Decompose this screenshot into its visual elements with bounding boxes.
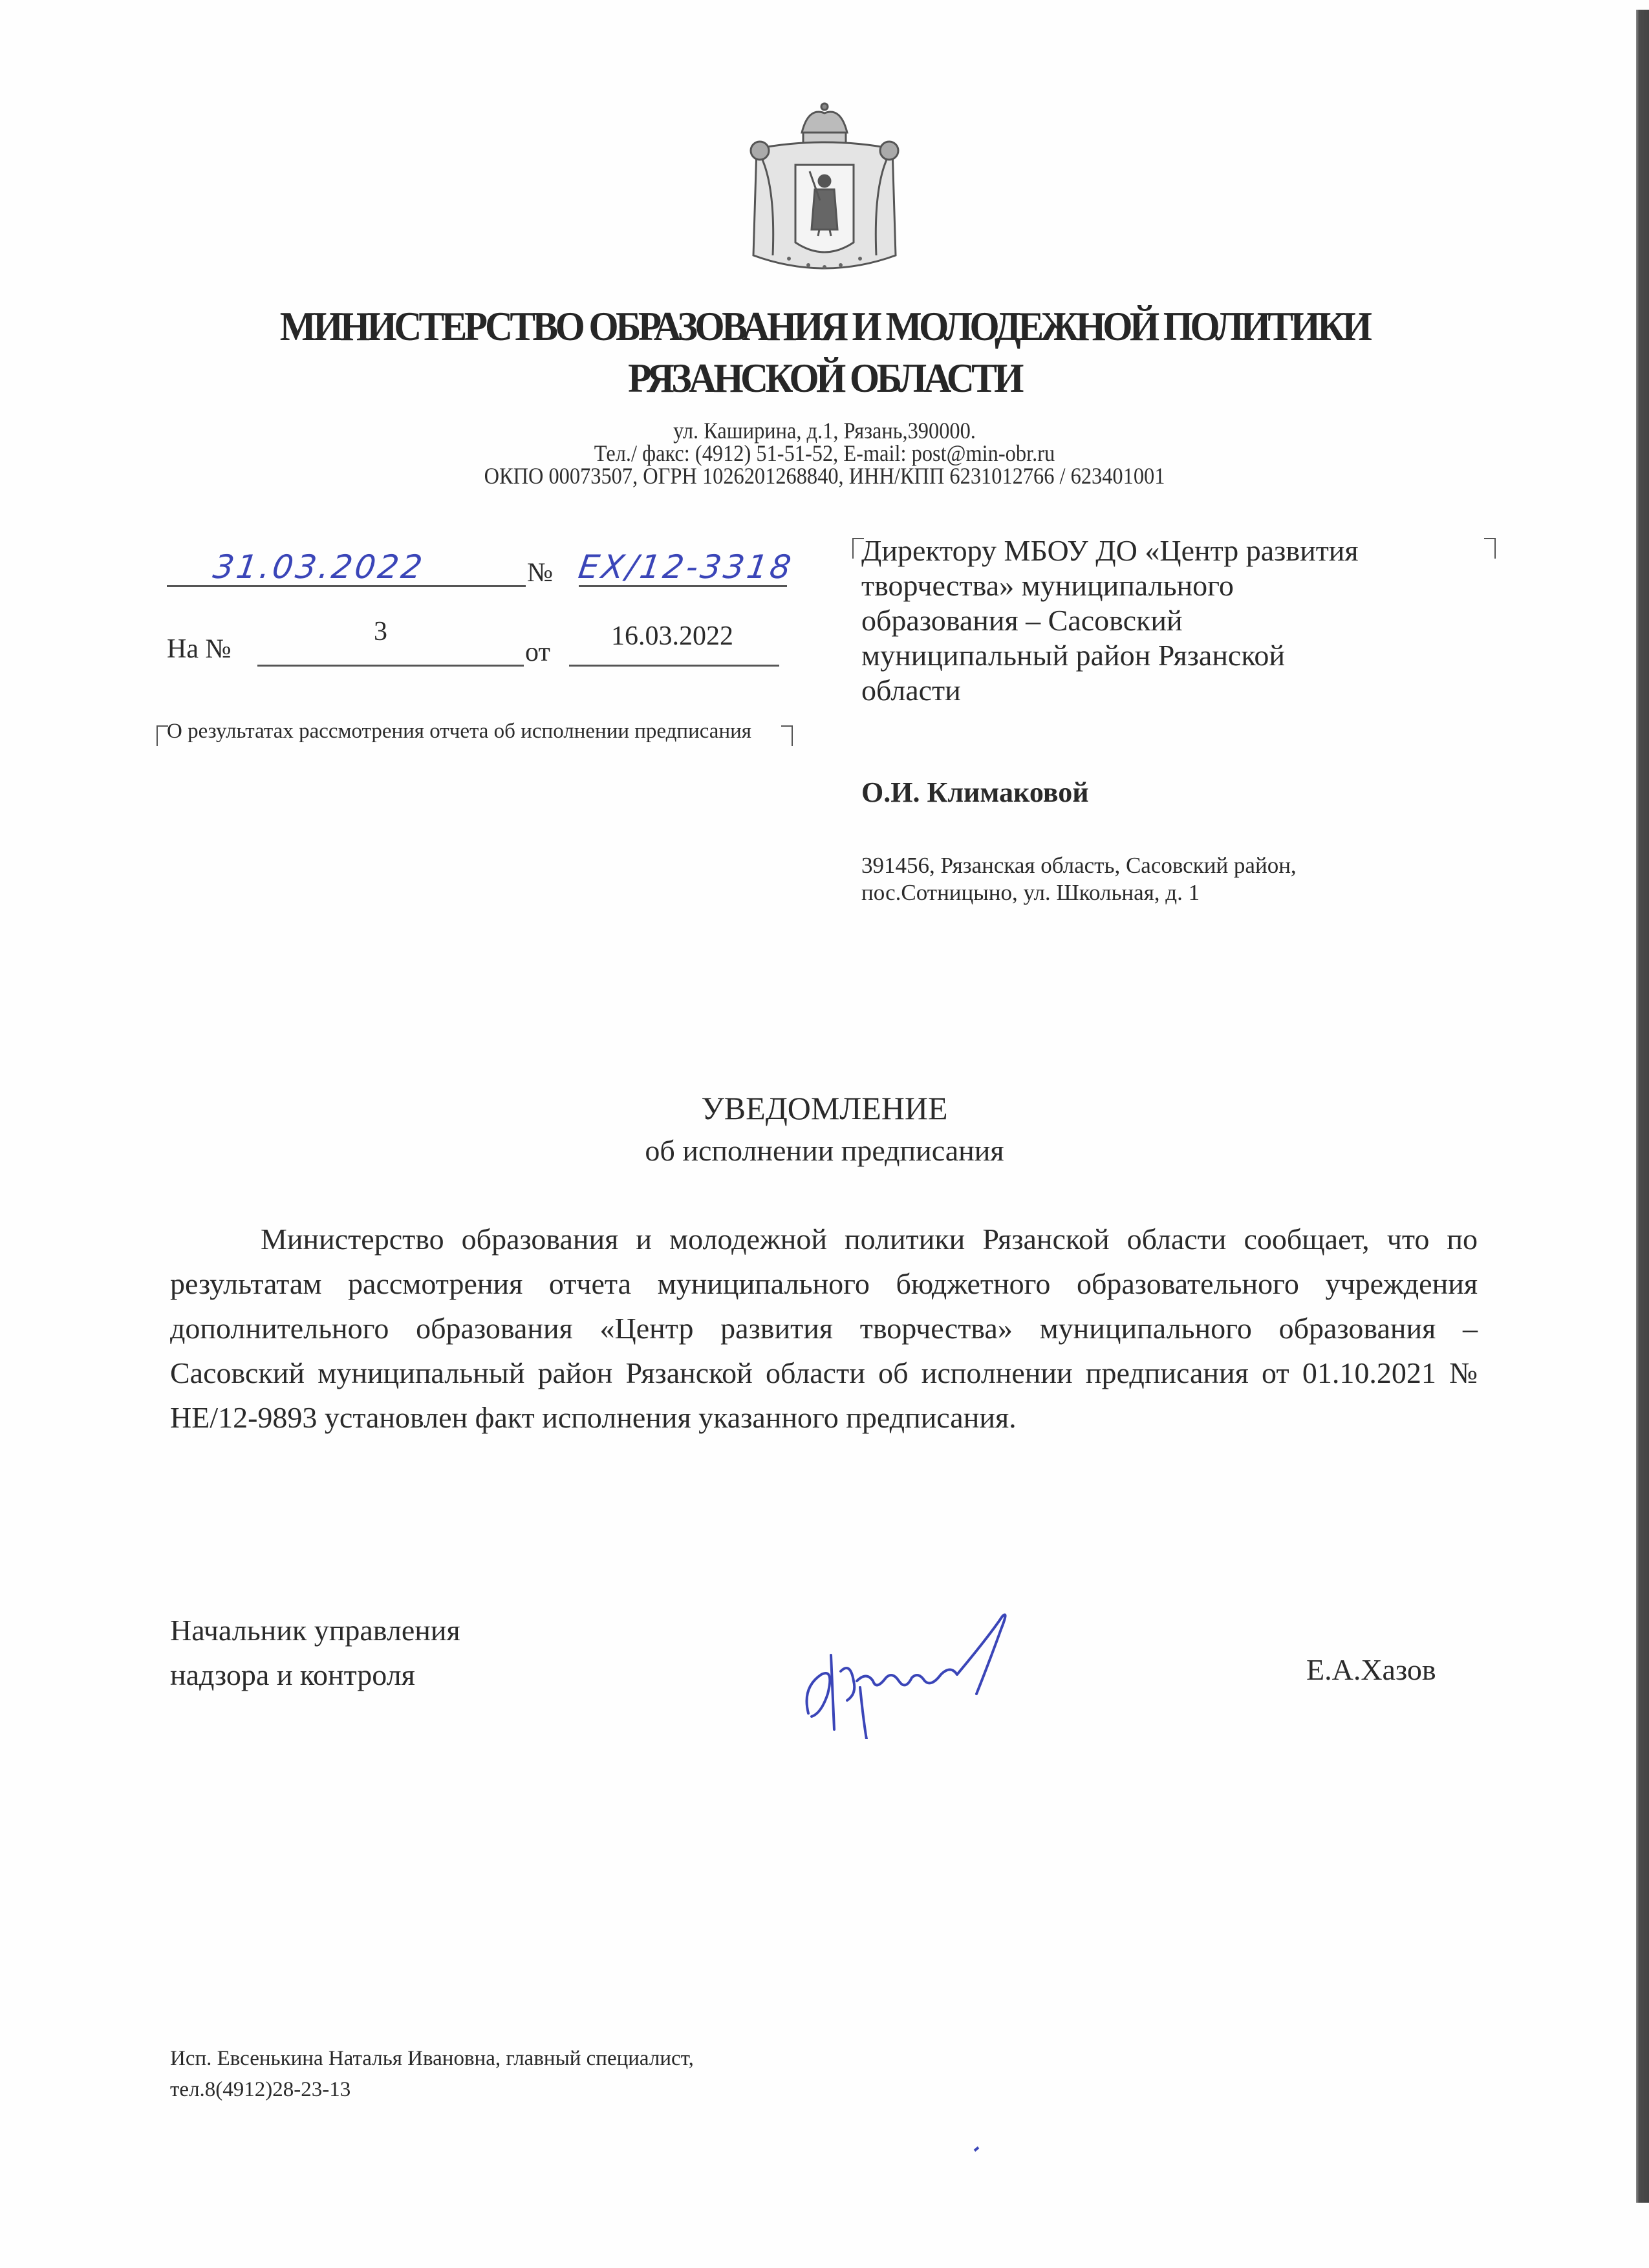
- addressee-line: муниципальный район Рязанской: [861, 639, 1285, 672]
- handwritten-signature-icon: [795, 1610, 1041, 1739]
- signer-position-line2: надзора и контроля: [170, 1658, 415, 1691]
- outgoing-number-handwritten: ЕХ/12-3318: [576, 548, 796, 586]
- addressee-line: области: [861, 674, 961, 707]
- notice-subtitle: об исполнении предписания: [645, 1134, 1004, 1167]
- addressee-postal-line2: пос.Сотницыно, ул. Школьная, д. 1: [861, 880, 1200, 905]
- outgoing-date-line: [167, 585, 526, 587]
- ministry-registry-codes: ОКПО 00073507, ОГРН 1026201268840, ИНН/КПП 6231012766 / 623401001: [484, 463, 1165, 489]
- notice-body: Министерство образования и молодежной политики Рязанской области сообщает, что по результатам рассмотрения отчета муниципального бюджетного образовательного учреждения дополнительного образования «Центр развития творчества» муниципального образования – Сасовский муниципальный район Рязанской области об исполнении предписания от 01.10.2021 № НЕ/12-9893 установлен факт исполнения указанного предписания.: [170, 1223, 1478, 1434]
- signer-name: Е.А.Хазов: [1306, 1653, 1436, 1686]
- signer-position: [170, 1608, 460, 1697]
- outgoing-date-handwritten: 31.03.2022: [210, 548, 427, 586]
- addressee-line: Директору МБОУ ДО «Центр развития: [861, 534, 1359, 567]
- number-sign: №: [527, 558, 554, 588]
- outgoing-number-line: [579, 585, 787, 587]
- ministry-name-line2: РЯЗАНСКОЙ ОБЛАСТИ: [628, 355, 1021, 401]
- reply-to-date-line: [569, 665, 779, 667]
- reply-to-number: 3: [374, 617, 387, 647]
- ministry-phone-email: Тел./ факс: (4912) 51-51-52, E-mail: post@min-obr.ru: [594, 440, 1055, 466]
- executor-phone: тел.8(4912)28-23-13: [170, 2078, 351, 2101]
- coat-of-arms-icon: [737, 87, 912, 288]
- ministry-name-line1: МИНИСТЕРСТВО ОБРАЗОВАНИЯ И МОЛОДЕЖНОЙ ПОЛИТИКИ: [279, 303, 1370, 349]
- addressee-block: [861, 533, 1495, 708]
- notice-title: УВЕДОМЛЕНИЕ: [701, 1090, 948, 1126]
- letter-subject: О результатах рассмотрения отчета об исполнении предписания: [167, 720, 751, 743]
- ink-speck: [974, 2146, 980, 2152]
- reply-to-label: На №: [167, 634, 232, 664]
- reply-to-date: 16.03.2022: [611, 621, 733, 651]
- addressee-postal-address: [861, 852, 1297, 906]
- from-label: от: [525, 637, 550, 667]
- reply-to-number-line: [257, 665, 524, 667]
- subject-bracket-right: [781, 725, 793, 746]
- executor-info: [170, 2043, 694, 2105]
- addressee-name: О.И. Климаковой: [861, 776, 1089, 808]
- addressee-line: образования – Сасовский: [861, 604, 1183, 637]
- addressee-postal-line1: 391456, Рязанская область, Сасовский район,: [861, 853, 1297, 878]
- addressee-line: творчества» муниципального: [861, 569, 1234, 602]
- executor-name: Исп. Евсенькина Наталья Ивановна, главный специалист,: [170, 2047, 694, 2070]
- ministry-contacts: [83, 419, 1567, 487]
- ministry-address: ул. Каширина, д.1, Рязань,390000.: [673, 418, 976, 444]
- signer-position-line1: Начальник управления: [170, 1614, 460, 1647]
